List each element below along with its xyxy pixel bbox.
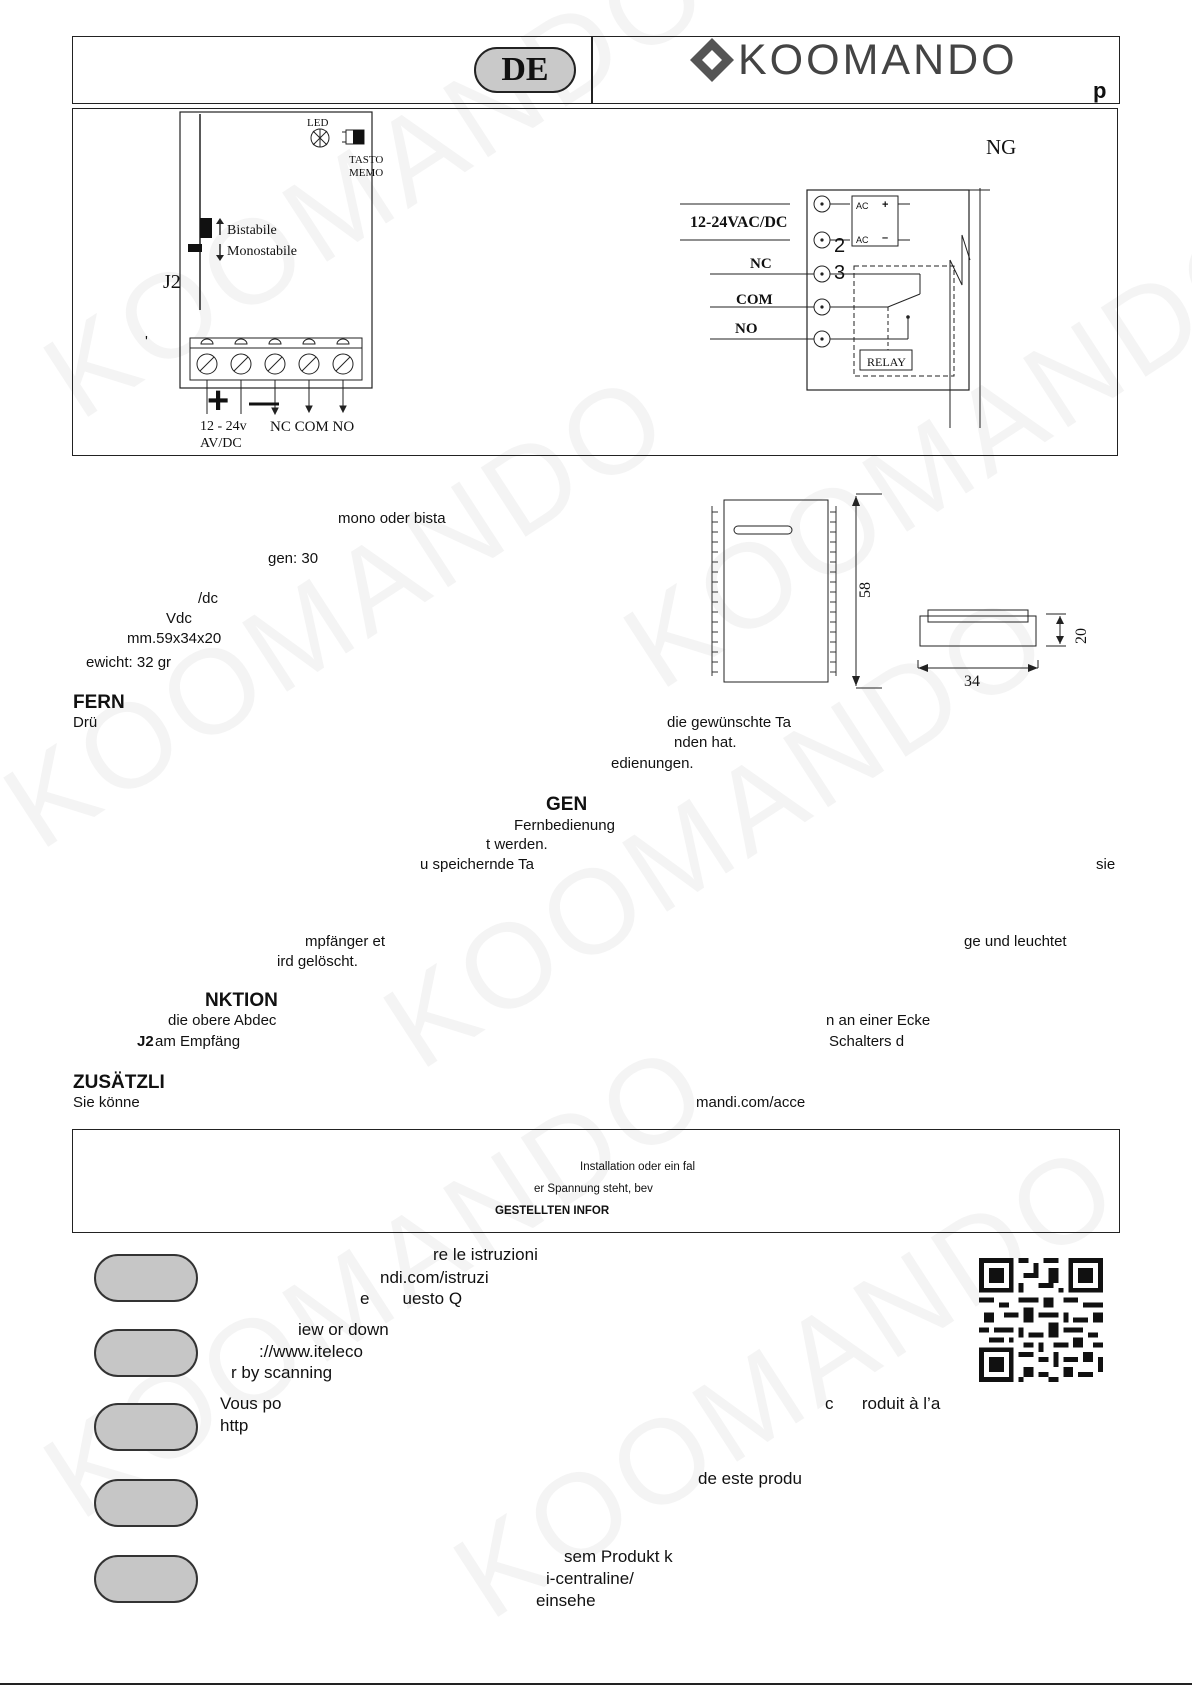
dc-plus-label: + (882, 199, 889, 211)
receiver-front-outline (724, 500, 828, 682)
pin-2-label: 2 (834, 235, 846, 257)
led-label: LED (307, 117, 329, 129)
supply-label: 12-24VAC/DC (690, 214, 788, 231)
language-flag-pill (94, 1555, 198, 1603)
receiver-side-outline (920, 616, 1036, 646)
power-label-2: AV/DC (200, 436, 242, 451)
jumper-icon (200, 218, 212, 238)
paragraph-text: die obere Abdec (168, 1012, 277, 1029)
language-text: i-centraline/ (546, 1569, 634, 1588)
spec-line: ewicht: 32 gr (86, 654, 172, 671)
ac-minus-label: AC (856, 235, 869, 245)
language-text: einsehe (536, 1591, 596, 1610)
paragraph-text: Schalters d (829, 1033, 905, 1050)
header-divider (591, 36, 593, 104)
section-heading: ZUSÄTZLI (73, 1072, 165, 1093)
board-diagram (150, 110, 450, 456)
language-text: r by scanning (231, 1363, 333, 1382)
jumper-label: J2 (163, 271, 181, 293)
spec-line: gen: 30 (268, 550, 319, 567)
language-badge-label: DE (501, 51, 549, 88)
dimension-width: 34 (964, 673, 980, 690)
dimension-height: 58 (857, 582, 874, 598)
spec-line: Vdc (166, 610, 192, 627)
plus-sign: + (207, 380, 230, 422)
language-text: Vous po (220, 1394, 282, 1413)
language-text: http (220, 1416, 249, 1435)
spec-line: mm.59x34x20 (127, 630, 222, 647)
section-heading: GEN (546, 794, 588, 815)
com-label: COM (736, 292, 773, 308)
language-text: re le istruzioni (433, 1245, 538, 1264)
tick-mark: ' (145, 333, 148, 350)
brand-logo (688, 34, 1028, 84)
spec-line: mono oder bista (338, 510, 446, 527)
paragraph-text: Fernbedienung (514, 817, 615, 834)
language-text: e uesto Q (360, 1289, 463, 1308)
paragraph-text: u speichernde Ta (420, 856, 534, 873)
language-text: de este produ (698, 1469, 802, 1488)
language-text: iew or down (298, 1320, 389, 1339)
paragraph-text: ird gelöscht. (277, 953, 358, 970)
language-text: ://www.iteleco (259, 1342, 363, 1361)
paragraph-text: ge und leuchtet (964, 933, 1067, 950)
pin-3-label: 3 (834, 262, 846, 284)
nc-label: NC (750, 256, 772, 272)
language-flag-pill (94, 1403, 198, 1451)
section-heading: NKTION (205, 990, 278, 1011)
language-flag-pill (94, 1254, 198, 1302)
paragraph-text: nden hat. (674, 734, 737, 751)
paragraph-text: Drü (73, 714, 98, 731)
power-label-1: 12 - 24v (200, 419, 247, 434)
paragraph-text: mandi.com/acce (696, 1094, 806, 1111)
section-heading: FERN (73, 692, 125, 713)
paragraph-text: t werden. (486, 836, 548, 853)
language-text: sem Produkt k (564, 1547, 673, 1566)
no-label: NO (735, 321, 758, 337)
memo-label: MEMO (349, 167, 384, 179)
relay-label: RELAY (867, 355, 906, 369)
paragraph-text: n an einer Ecke (826, 1012, 931, 1029)
paragraph-text: sie (1096, 856, 1116, 873)
monostabile-label: Monostabile (227, 244, 297, 259)
language-flag-pill (94, 1479, 198, 1527)
header-corner-letter: p (1093, 78, 1107, 103)
jumper-reference: J2 (137, 1033, 154, 1050)
paragraph-text: die gewünschte Ta (667, 714, 791, 731)
dimension-depth: 20 (1073, 628, 1090, 644)
ac-plus-label: AC (856, 201, 869, 211)
paragraph-text: edienungen. (611, 755, 694, 772)
warning-text: Installation oder ein fal (580, 1161, 696, 1173)
brand-mark-icon (688, 36, 736, 84)
language-badge (474, 47, 576, 93)
ng-label: NG (986, 135, 1017, 159)
tasto-label: TASTO (349, 154, 384, 166)
paragraph-text: am Empfäng (155, 1033, 241, 1050)
warning-text: er Spannung steht, bev (534, 1183, 653, 1195)
terminal-labels: NC COM NO (270, 419, 355, 435)
dc-minus-label: – (882, 232, 889, 244)
qr-code-icon[interactable] (979, 1258, 1103, 1382)
minus-sign: — (249, 386, 279, 419)
bistabile-label: Bistabile (227, 223, 277, 238)
paragraph-text: mpfänger et (305, 933, 386, 950)
spec-line: /dc (198, 590, 219, 607)
language-text: c roduit à l’a (825, 1394, 941, 1413)
paragraph-text: Sie könne (73, 1094, 140, 1111)
language-flag-pill (94, 1329, 198, 1377)
receiver-slot (734, 526, 792, 534)
brand-name: KOOMANDO (738, 36, 1018, 84)
language-text: ndi.com/istruzi (380, 1268, 489, 1287)
warning-text: GESTELLTEN INFOR (495, 1205, 610, 1217)
dimension-drawing (706, 492, 1116, 712)
